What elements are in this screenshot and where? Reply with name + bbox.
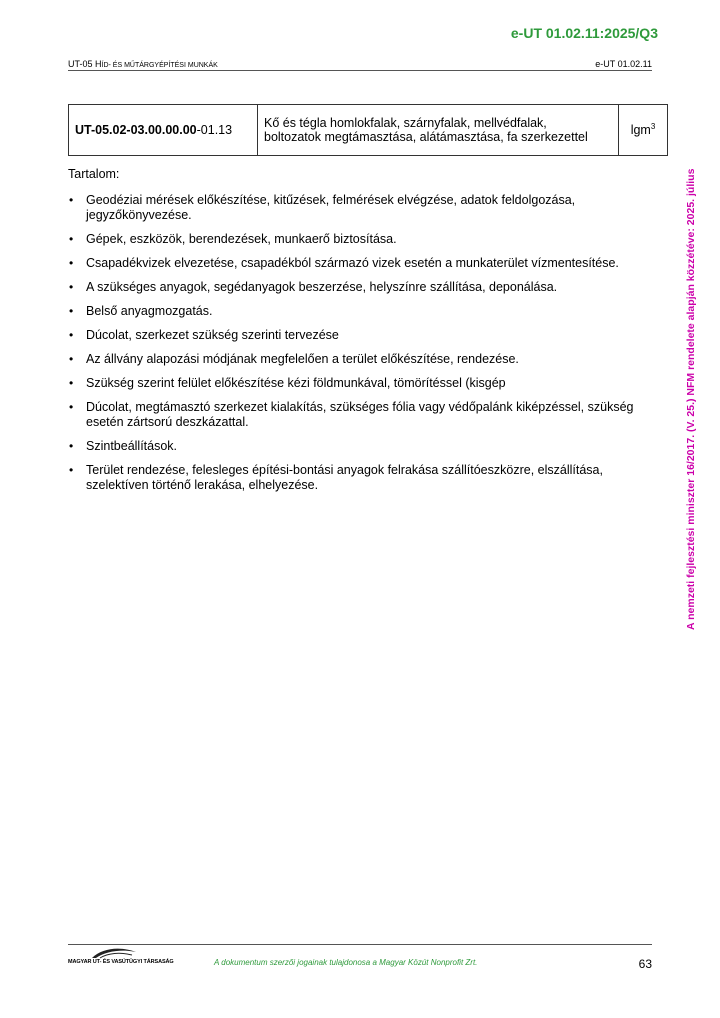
list-item-text: Dúcolat, megtámasztó szerkezet kialakítás, szükséges fólia vagy védőpalánk kiképzéssel, szükség esetén zártsorú deszkázattal. — [86, 400, 634, 429]
bullet-icon: • — [69, 328, 74, 342]
bullet-icon: • — [69, 256, 74, 270]
list-item — [68, 463, 643, 493]
list-item-text: A szükséges anyagok, segédanyagok beszerzése, helyszínre szállítása, deponálása. — [86, 280, 558, 294]
header-chapter-smallcaps: ÍD- ÉS MŰTÁRGYÉPÍTÉSI MUNKÁK — [101, 62, 218, 69]
footer-divider — [68, 944, 652, 945]
list-item-text: Geodéziai mérések előkészítése, kitűzések, felmérések elvégzése, adatok feldolgozása, jegyzőkönyvezése. — [86, 193, 576, 222]
copyright-note: A dokumentum szerzői jogainak tulajdonosa a Magyar Közút Nonprofit Zrt. — [214, 958, 478, 967]
list-item — [68, 400, 643, 430]
list-item-text: Csapadékvizek elvezetése, csapadékból származó vizek esetén a munkaterület vízmentesítése. — [86, 256, 619, 270]
item-unit-cell — [619, 105, 668, 156]
list-item-text: Szintbeállítások. — [86, 439, 178, 453]
page-number: 63 — [638, 957, 652, 971]
header-chapter-prefix: UT-05 H — [68, 59, 102, 69]
item-code-suffix: -01.13 — [196, 123, 233, 137]
item-unit: lgm — [630, 123, 651, 138]
list-item-text: Belső anyagmozgatás. — [86, 304, 213, 318]
bullet-icon: • — [69, 193, 74, 207]
list-item-text: Gépek, eszközök, berendezések, munkaerő biztosítása. — [86, 232, 397, 246]
header-doc-id: e-UT 01.02.11 — [595, 59, 652, 69]
bullet-icon: • — [69, 463, 74, 477]
document-code: e-UT 01.02.11:2025/Q3 — [510, 25, 658, 41]
logo-text: MAGYAR UT- ÉS VASÚTÜGYI TÁRSASÁG — [68, 959, 174, 965]
list-item — [68, 256, 643, 271]
bullet-icon: • — [69, 400, 74, 414]
item-code-main: UT-05.02-03.00.00.00 — [75, 123, 197, 137]
publication-note: A nemzeti fejlesztési miniszter 16/2017. (V. 25.) NFM rendelete alapján közzétéve: 2025. július — [685, 168, 697, 630]
list-item — [68, 376, 643, 391]
list-item — [68, 193, 643, 223]
item-code-cell — [69, 105, 258, 156]
list-item — [68, 304, 643, 319]
bullet-icon: • — [69, 439, 74, 453]
list-item — [68, 352, 643, 367]
list-item-text: Szükség szerint felület előkészítése kézi földmunkával, tömörítéssel (kisgép — [86, 376, 506, 390]
item-description-line1: Kő és tégla homlokfalak, szárnyfalak, mellvédfalak, — [264, 116, 547, 130]
header-chapter-title — [68, 59, 218, 69]
bullet-icon: • — [69, 280, 74, 294]
list-item — [68, 439, 643, 454]
content-list — [68, 193, 643, 502]
bullet-icon: • — [69, 232, 74, 246]
content-label: Tartalom: — [68, 167, 120, 181]
list-item — [68, 328, 643, 343]
list-item-text: Dúcolat, szerkezet szükség szerinti tervezése — [86, 328, 339, 342]
list-item — [68, 280, 643, 295]
bullet-icon: • — [69, 352, 74, 366]
item-description-cell — [258, 105, 619, 156]
bullet-icon: • — [69, 376, 74, 390]
item-unit-exponent: 3 — [650, 122, 656, 132]
list-item-text: Az állvány alapozási módjának megfelelően a terület előkészítése, rendezése. — [86, 352, 519, 366]
list-item-text: Terület rendezése, felesleges építési-bontási anyagok felrakása szállítóeszközre, elszállítása, szelektíven történő lerakása, elhelyezése. — [86, 463, 603, 492]
logo-swoosh-icon — [90, 946, 138, 960]
list-item — [68, 232, 643, 247]
item-table — [68, 104, 668, 156]
header-divider — [68, 70, 652, 71]
company-logo — [68, 946, 174, 970]
item-row — [69, 105, 668, 156]
item-description-line2: boltozatok megtámasztása, alátámasztása, fa szerkezettel — [264, 130, 588, 144]
bullet-icon: • — [69, 304, 74, 318]
